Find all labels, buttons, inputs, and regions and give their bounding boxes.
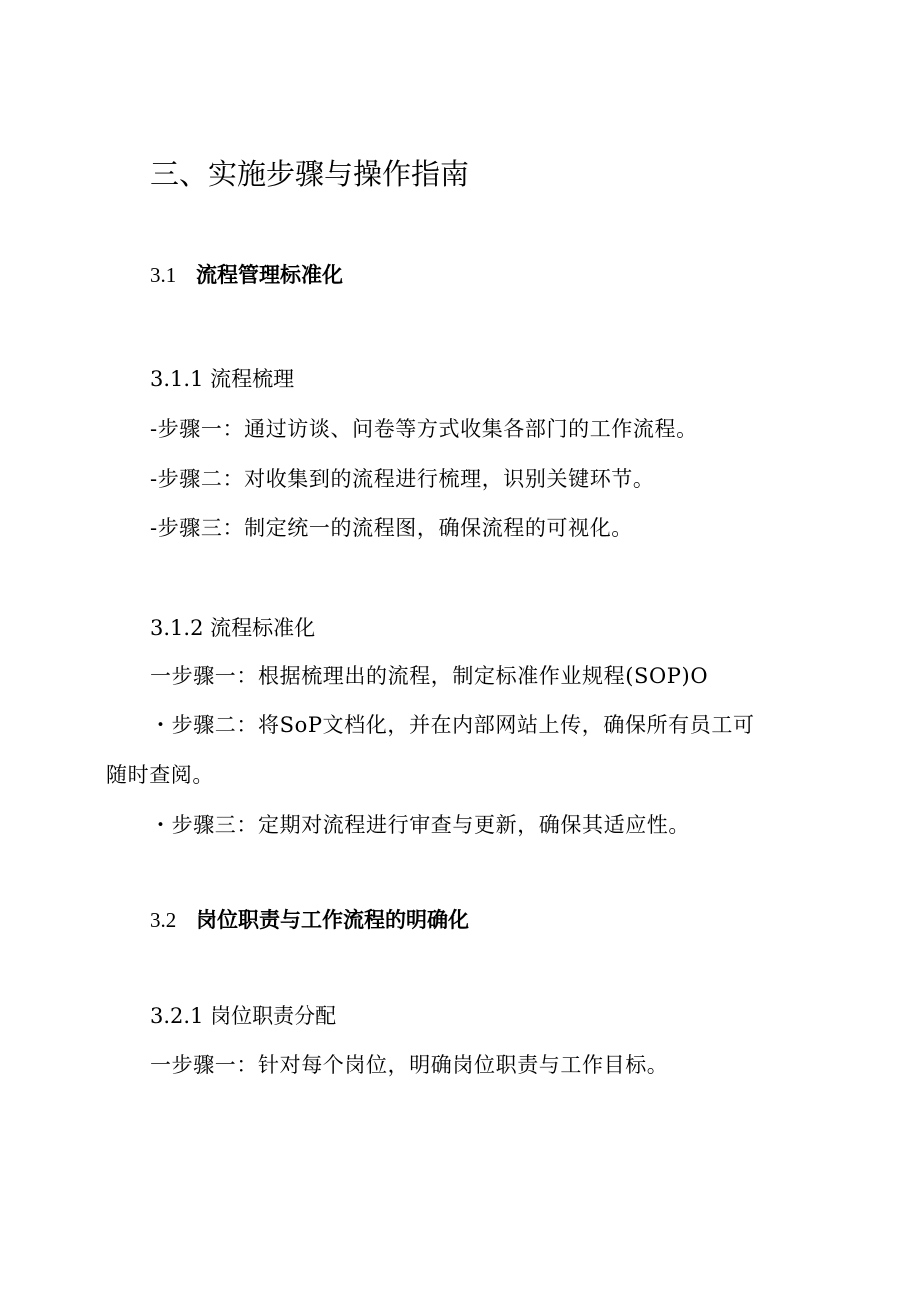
heading-3-1-2: 3.1.2 流程标准化 [150, 616, 316, 640]
heading-3-2-number: 3.2 [150, 908, 177, 932]
section-title: 三、实施步骤与操作指南 [150, 157, 470, 191]
paragraph-line: -步骤三：制定统一的流程图，确保流程的可视化。 [150, 516, 633, 540]
heading-3-2-1: 3.2.1 岗位职责分配 [150, 1004, 337, 1028]
paragraph-line: ・步骤二：将SoP文档化，并在内部网站上传，确保所有员工可 [150, 713, 755, 737]
heading-3-1-number: 3.1 [150, 263, 177, 287]
paragraph-line: 随时查阅。 [106, 763, 214, 787]
heading-3-1-title: 流程管理标准化 [196, 263, 343, 287]
paragraph-line: 一步骤一：根据梳理出的流程，制定标准作业规程(SOP)O [150, 664, 709, 688]
paragraph-line: -步骤二：对收集到的流程进行梳理，识别关键环节。 [150, 467, 655, 491]
heading-3-1-1: 3.1.1 流程梳理 [150, 367, 295, 391]
heading-3-2 [150, 910, 469, 931]
heading-3-2-title: 岗位职责与工作流程的明确化 [196, 908, 469, 932]
paragraph-line: 一步骤一：针对每个岗位，明确岗位职责与工作目标。 [150, 1053, 669, 1077]
paragraph-line: -步骤一：通过访谈、问卷等方式收集各部门的工作流程。 [150, 417, 698, 441]
paragraph-line: ・步骤三：定期对流程进行审查与更新，确保其适应性。 [150, 813, 690, 837]
heading-3-1 [150, 265, 343, 286]
